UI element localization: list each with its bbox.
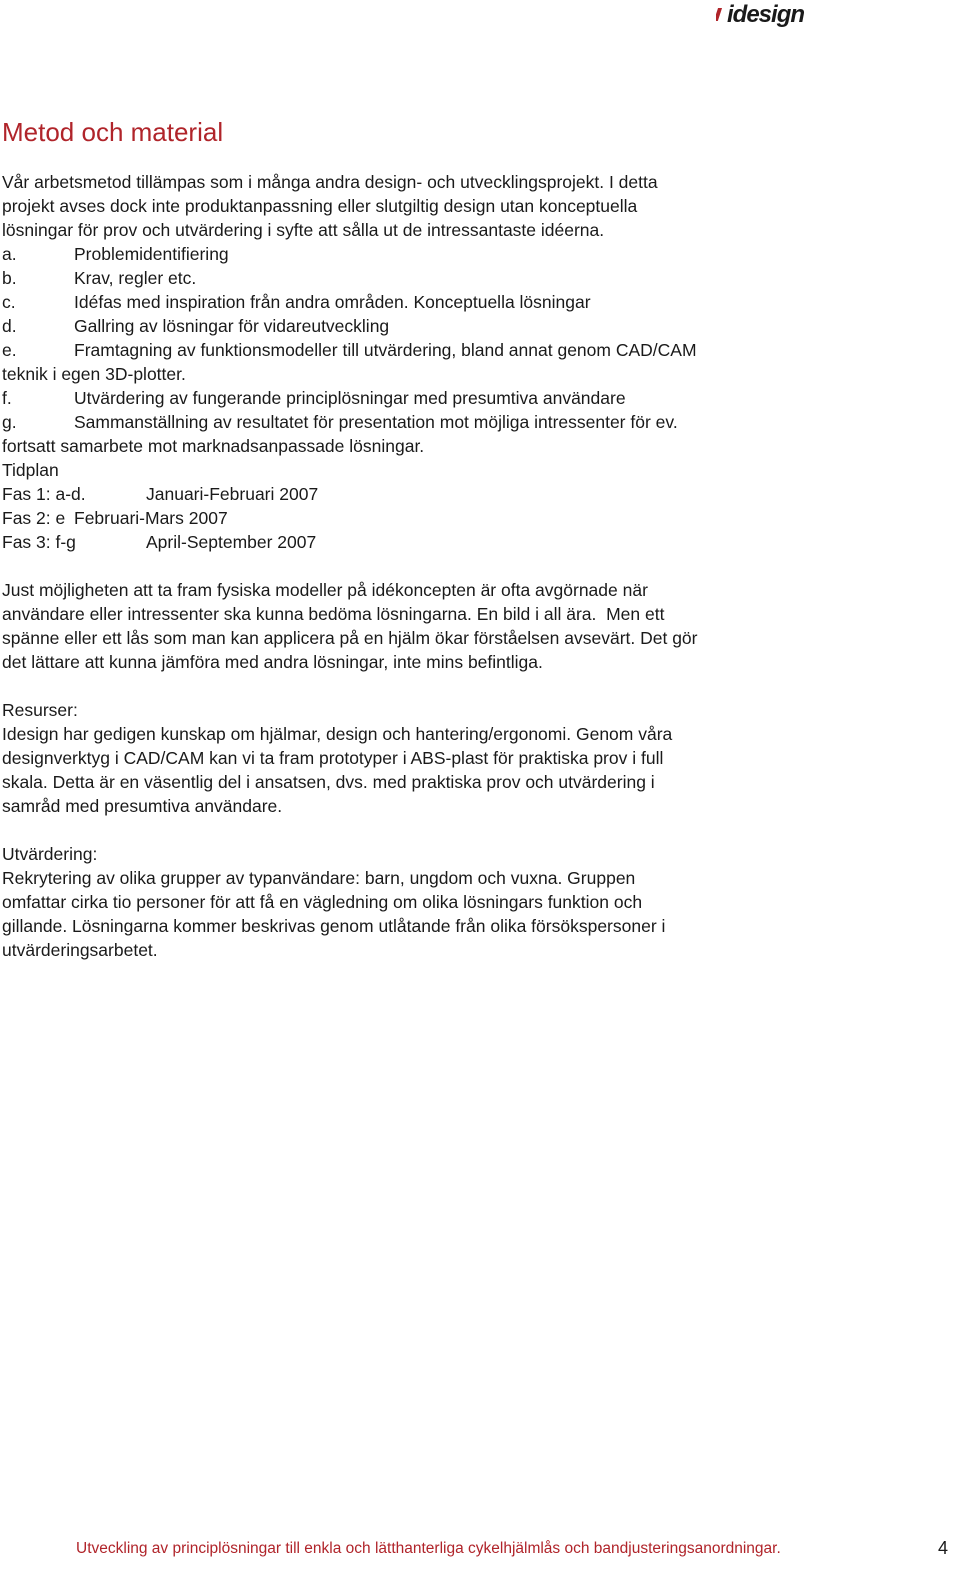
list-item	[2, 314, 902, 338]
list-item-continuation: fortsatt samarbete mot marknadsanpassade lösningar.	[2, 436, 425, 456]
intro-line: Vår arbetsmetod tillämpas som i många andra design- och utvecklingsprojekt. I detta	[2, 172, 658, 192]
paragraph-line: designverktyg i CAD/CAM kan vi ta fram prototyper i ABS-plast för praktiska prov i full	[2, 748, 664, 768]
list-item-label: d.	[2, 316, 17, 336]
paragraph-line: användare eller intressenter ska kunna bedöma lösningarna. En bild i all ära. Men ett	[2, 604, 665, 624]
paragraph-line: Just möjligheten att ta fram fysiska modeller på idékoncepten är ofta avgörnade när	[2, 580, 648, 600]
list-item-text: Sammanställning av resultatet för presentation mot möjliga intressenter för ev.	[74, 412, 678, 432]
resurser-heading: Resurser:	[2, 700, 78, 720]
tidplan-row	[2, 506, 902, 530]
paragraph-line: Idesign har gedigen kunskap om hjälmar, design och hantering/ergonomi. Genom våra	[2, 724, 673, 744]
paragraph-line: Rekrytering av olika grupper av typanvändare: barn, ungdom och vuxna. Gruppen	[2, 868, 636, 888]
intro-line: projekt avses dock inte produktanpassning eller slutgiltig design utan konceptuella	[2, 196, 638, 216]
list-item	[2, 386, 902, 410]
tidplan-row	[2, 482, 902, 506]
paragraph-line: samråd med presumtiva användare.	[2, 796, 283, 816]
paragraph-line: skala. Detta är en väsentlig del i ansatsen, dvs. med praktiska prov och utvärdering i	[2, 772, 655, 792]
paragraph-line: spänne eller ett lås som man kan applicera på en hjälm ökar förståelsen avsevärt. Det gör	[2, 628, 698, 648]
list-item	[2, 410, 902, 434]
tidplan-heading: Tidplan	[2, 460, 59, 480]
utvardering-heading: Utvärdering:	[2, 844, 98, 864]
list-item-text: Framtagning av funktionsmodeller till utvärdering, bland annat genom CAD/CAM	[74, 340, 697, 360]
list-item-text: Utvärdering av fungerande principlösningar med presumtiva användare	[74, 388, 626, 408]
paragraph-line: utvärderingsarbetet.	[2, 940, 158, 960]
page-title: Metod och material	[2, 117, 224, 147]
tidplan-phase: Fas 2: e	[2, 508, 66, 528]
list-item-label: f.	[2, 388, 12, 408]
list-item-continuation: teknik i egen 3D-plotter.	[2, 364, 186, 384]
tidplan-phase: Fas 3: f-g	[2, 532, 76, 552]
list-item-text: Idéfas med inspiration från andra områden. Konceptuella lösningar	[74, 292, 591, 312]
list-item-text: Gallring av lösningar för vidareutveckling	[74, 316, 390, 336]
logo-text: idesign	[727, 2, 805, 28]
footer-text: Utveckling av principlösningar till enkla och lätthanterliga cykelhjälmlås och bandjusteringsanordningar.	[76, 1540, 781, 1557]
tidplan-period: April-September 2007	[146, 532, 317, 552]
page-number: 4	[938, 1538, 949, 1558]
list-item	[2, 266, 902, 290]
tidplan-period: Januari-Februari 2007	[146, 484, 319, 504]
list-item-label: a.	[2, 244, 17, 264]
list-item-text: Krav, regler etc.	[74, 268, 197, 288]
list-item	[2, 338, 902, 362]
tidplan-row	[2, 530, 902, 554]
list-item	[2, 242, 902, 266]
tidplan-phase: Fas 1: a-d.	[2, 484, 86, 504]
idesign-logo	[716, 2, 854, 28]
list-item-text: Problemidentifiering	[74, 244, 229, 264]
intro-line: lösningar för prov och utvärdering i syfte att sålla ut de intressantaste idéerna.	[2, 220, 605, 240]
list-item-label: b.	[2, 268, 17, 288]
list-item-label: c.	[2, 292, 16, 312]
list-item-label: e.	[2, 340, 17, 360]
paragraph-line: gillande. Lösningarna kommer beskrivas genom utlåtande från olika försökspersoner i	[2, 916, 666, 936]
list-item-label: g.	[2, 412, 17, 432]
paragraph-line: det lättare att kunna jämföra med andra lösningar, inte mins befintliga.	[2, 652, 543, 672]
paragraph-line: omfattar cirka tio personer för att få en vägledning om olika lösningars funktion och	[2, 892, 643, 912]
tidplan-period: Februari-Mars 2007	[74, 508, 228, 528]
list-item	[2, 290, 902, 314]
main-content	[2, 170, 902, 962]
